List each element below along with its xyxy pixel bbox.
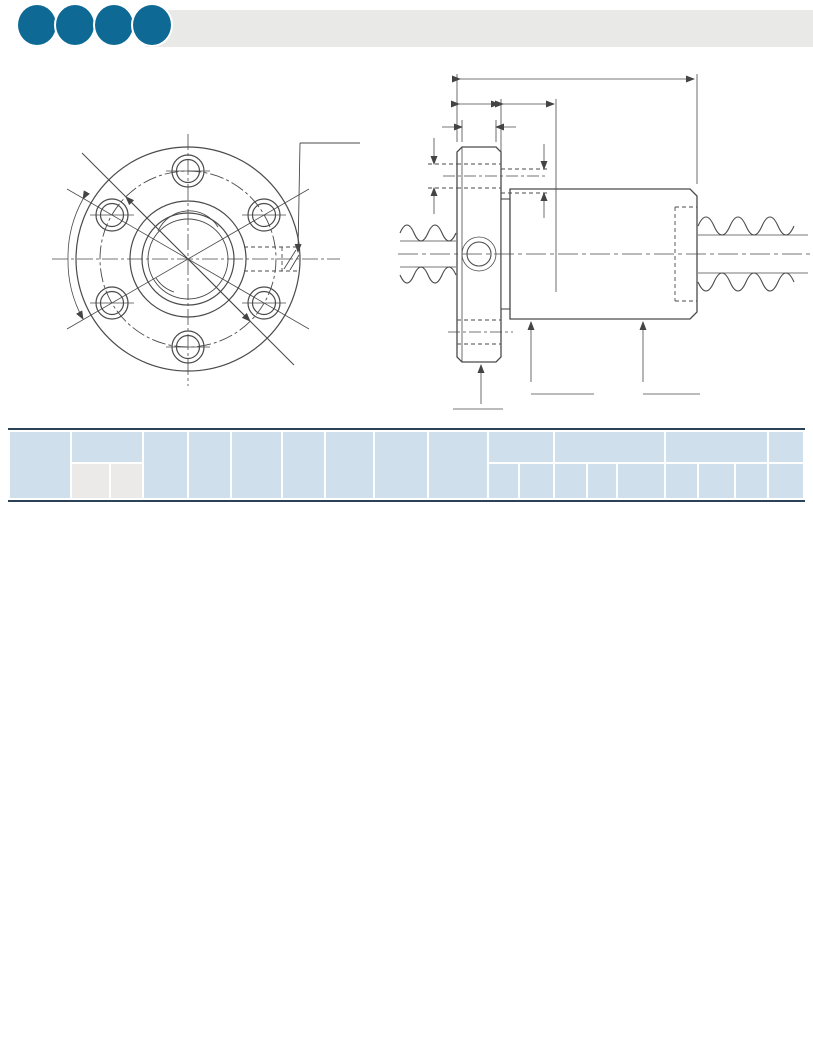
col-header-bcd-e <box>618 464 664 498</box>
nut-side-view-drawing <box>398 52 810 418</box>
col-header-root-dia <box>232 432 281 498</box>
flange-front-view-drawing <box>38 96 372 396</box>
col-header-d <box>489 464 518 498</box>
col-header-flange-holes <box>666 432 767 462</box>
col-header-f <box>555 464 586 498</box>
col-header-contact-length <box>769 432 803 462</box>
col-header-flange <box>555 432 664 462</box>
spec-corner-label <box>798 19 801 36</box>
spec-table-wrap <box>8 428 805 502</box>
col-header-nut <box>489 432 553 462</box>
logo-letter-f <box>54 3 96 47</box>
col-header-circuits <box>283 432 324 498</box>
logo-letter-o <box>16 3 58 47</box>
col-header-y <box>699 464 734 498</box>
flange-section <box>457 147 501 362</box>
col-header-ball-dia <box>144 432 187 498</box>
col-header-rigidity <box>326 432 373 498</box>
col-header-dynamic-load <box>375 432 427 498</box>
col-header-z <box>736 464 767 498</box>
col-header-pcd <box>189 432 230 498</box>
col-header-l <box>520 464 553 498</box>
col-header-t <box>588 464 616 498</box>
col-header-static-load <box>429 432 487 498</box>
oil-port-label <box>298 143 360 252</box>
header-bar <box>145 10 813 47</box>
col-header-s <box>769 464 803 498</box>
col-header-od <box>72 464 109 498</box>
spec-table <box>8 430 805 500</box>
col-header-spec <box>72 432 142 462</box>
series-logo <box>16 3 165 47</box>
col-header-model <box>10 432 70 498</box>
col-header-lead <box>111 464 142 498</box>
logo-letter-s <box>93 3 135 47</box>
col-header-x <box>666 464 697 498</box>
